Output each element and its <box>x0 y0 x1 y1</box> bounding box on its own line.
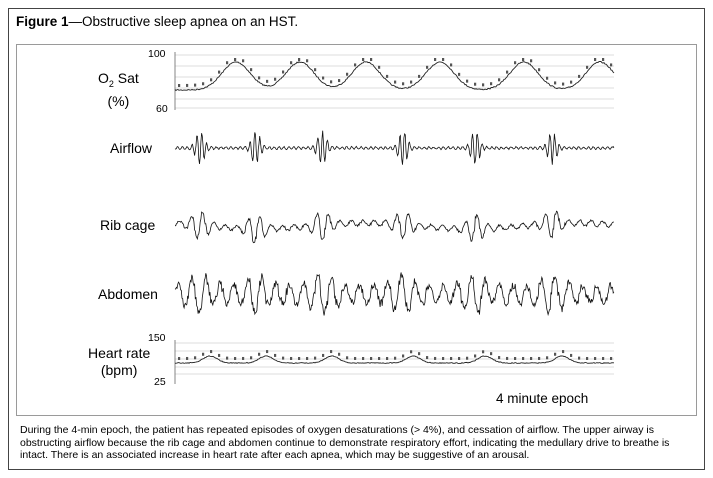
o2-sample-marker <box>354 63 356 66</box>
o2-sample-marker <box>322 76 324 79</box>
hr-sample-marker <box>250 356 252 359</box>
hr-sample-marker <box>202 353 204 356</box>
o2-sample-marker <box>530 59 532 62</box>
o2-sample-marker <box>450 63 452 66</box>
o2-sample-marker <box>562 83 564 86</box>
o2-sample-marker <box>458 73 460 76</box>
o2-sample-marker <box>282 71 284 74</box>
o2-sample-marker <box>290 61 292 64</box>
hr-sample-marker <box>458 357 460 360</box>
o2-sample-marker <box>554 81 556 84</box>
o2-y-min: 60 <box>156 103 168 115</box>
o2-sample-marker <box>266 80 268 83</box>
o2-sample-marker <box>602 58 604 61</box>
o2-sample-marker <box>482 83 484 86</box>
figure-caption: During the 4-min epoch, the patient has repeated episodes of oxygen desaturations (> 4%), and cessation of airflow. The upper airway is obstructing airflow because the rib cage and abdomen continue to demonstrate respiratory effort, indicating the medullary drive to breathe is intact. There is an associated increase in heart rate after each apnea, which may be suggestive of an arousal. <box>20 424 670 462</box>
hr-sample-marker <box>554 353 556 356</box>
o2-sample-marker <box>474 83 476 86</box>
epoch-label: 4 minute epoch <box>496 391 589 406</box>
hr-sample-marker <box>610 357 612 360</box>
o2-sample-marker <box>250 68 252 71</box>
o2-sample-marker <box>538 68 540 71</box>
o2-sample-marker <box>434 58 436 61</box>
hr-sample-marker <box>258 353 260 356</box>
hr-sample-marker <box>186 357 188 360</box>
o2-sample-marker <box>362 58 364 61</box>
hr-sample-marker <box>226 357 228 360</box>
o2-sample-marker <box>402 82 404 85</box>
o2-sample-marker <box>370 58 372 61</box>
o2-sample-marker <box>186 84 188 87</box>
o2-sample-marker <box>346 73 348 76</box>
o2-sample-marker <box>426 66 428 69</box>
hr-sample-marker <box>362 357 364 360</box>
o2-sample-marker <box>306 59 308 62</box>
hr-sample-marker <box>314 357 316 360</box>
o2-sample-marker <box>586 66 588 69</box>
o2-sample-marker <box>330 80 332 83</box>
hr-sample-marker <box>242 357 244 360</box>
o2-sample-marker <box>314 68 316 71</box>
hr-sample-marker <box>442 357 444 360</box>
hr-sample-marker <box>218 354 220 357</box>
o2-sample-marker <box>202 82 204 85</box>
o2-sample-marker <box>338 79 340 82</box>
hr-sample-marker <box>482 350 484 353</box>
o2-sample-marker <box>210 78 212 81</box>
heart-rate-label: Heart rate (bpm) <box>88 345 151 378</box>
o2-sample-marker <box>546 77 548 80</box>
abdomen-label: Abdomen <box>98 286 158 302</box>
hr-sample-marker <box>394 357 396 360</box>
hr-sample-marker <box>450 357 452 360</box>
o2-sample-marker <box>418 75 420 78</box>
o2-sample-marker <box>378 66 380 69</box>
hr-sample-marker <box>178 357 180 360</box>
o2-sample-marker <box>570 81 572 84</box>
o2-y-max: 100 <box>148 48 166 60</box>
o2-sample-marker <box>194 84 196 87</box>
o2-sample-marker <box>410 81 412 84</box>
o2-sat-label: $O_2$ Sat (%) <box>98 70 139 109</box>
hr-y-min: 25 <box>154 376 166 388</box>
hr-sample-marker <box>498 356 500 359</box>
hr-sample-marker <box>274 354 276 357</box>
rib-cage-trace <box>175 211 614 243</box>
hr-sample-marker <box>282 357 284 360</box>
hr-sample-marker <box>466 357 468 360</box>
o2-sample-marker <box>226 61 228 64</box>
hr-sample-marker <box>426 356 428 359</box>
hr-sample-marker <box>322 354 324 357</box>
o2-sample-marker <box>298 58 300 61</box>
hr-sample-marker <box>578 357 580 360</box>
o2-sample-marker <box>258 76 260 79</box>
o2-sample-marker <box>594 58 596 61</box>
o2-sample-marker <box>514 61 516 64</box>
hr-sample-marker <box>418 352 420 355</box>
hr-sample-marker <box>234 357 236 360</box>
hr-sample-marker <box>290 357 292 360</box>
hr-sample-marker <box>346 356 348 359</box>
hr-sample-marker <box>490 352 492 355</box>
o2-sample-marker <box>522 58 524 61</box>
o2-sample-marker <box>386 75 388 78</box>
hr-sample-marker <box>434 357 436 360</box>
o2-sample-marker <box>506 71 508 74</box>
hr-sample-marker <box>306 357 308 360</box>
o2-sample-marker <box>274 78 276 81</box>
hr-sample-marker <box>546 356 548 359</box>
hr-sample-marker <box>594 357 596 360</box>
hr-sample-marker <box>298 357 300 360</box>
airflow-label: Airflow <box>110 140 153 156</box>
hr-sample-marker <box>522 357 524 360</box>
o2-sample-marker <box>234 58 236 61</box>
rib-cage-label: Rib cage <box>100 217 156 233</box>
hr-sample-marker <box>530 357 532 360</box>
hr-sample-marker <box>378 357 380 360</box>
o2-sample-marker <box>610 63 612 66</box>
hr-sample-marker <box>474 354 476 357</box>
hr-y-max: 150 <box>148 332 166 344</box>
o2-sample-marker <box>498 78 500 81</box>
o2-sample-marker <box>242 59 244 62</box>
o2-sample-marker <box>178 84 180 87</box>
hr-sample-marker <box>538 357 540 360</box>
hr-sample-marker <box>338 353 340 356</box>
o2-sample-marker <box>466 80 468 83</box>
o2-sample-marker <box>394 81 396 84</box>
hr-sample-marker <box>330 350 332 353</box>
hr-sample-marker <box>570 354 572 357</box>
figure-title: Figure 1—Obstructive sleep apnea on an HST. <box>16 14 299 29</box>
hr-sample-marker <box>410 350 412 353</box>
o2-sample-marker <box>578 75 580 78</box>
o2-sample-marker <box>442 58 444 61</box>
abdomen-trace <box>175 272 614 315</box>
hr-sample-marker <box>586 357 588 360</box>
hr-sample-marker <box>354 357 356 360</box>
hr-sample-marker <box>210 350 212 353</box>
hr-sample-marker <box>386 357 388 360</box>
o2-sample-marker <box>218 71 220 74</box>
hr-sample-marker <box>370 357 372 360</box>
hr-sample-marker <box>602 357 604 360</box>
hr-sample-marker <box>506 357 508 360</box>
hr-sample-marker <box>562 350 564 353</box>
airflow-trace <box>175 131 614 165</box>
hr-sample-marker <box>402 354 404 357</box>
o2-sample-marker <box>490 82 492 85</box>
hr-sample-marker <box>266 350 268 353</box>
hr-sample-marker <box>194 356 196 359</box>
hr-sample-marker <box>514 357 516 360</box>
